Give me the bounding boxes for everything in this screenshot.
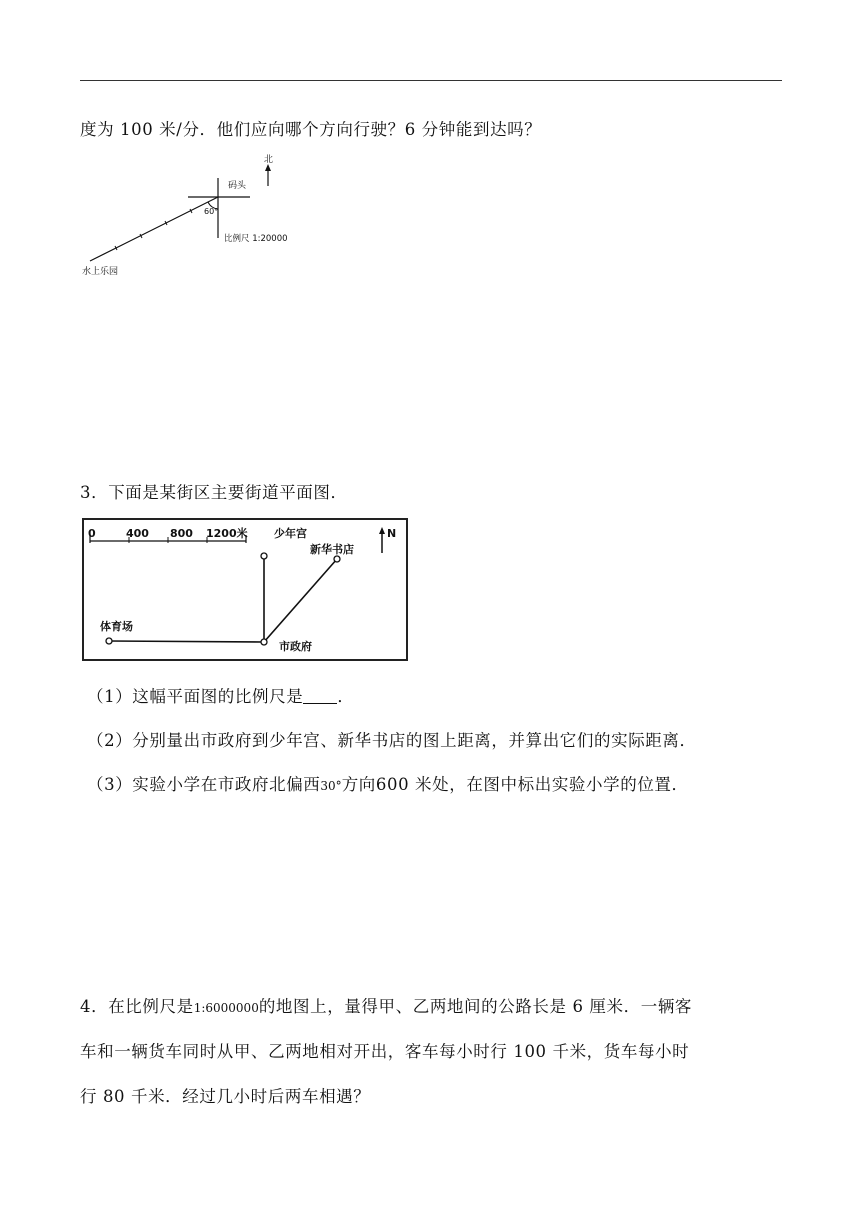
- bookstore-point: [334, 556, 340, 562]
- q3-title: 3．下面是某街区主要街道平面图．: [80, 483, 348, 502]
- q2-text: 度为 100 米/分．他们应向哪个方向行驶？6 分钟能到达吗？: [80, 120, 542, 139]
- bookstore-label: 新华书店: [310, 543, 354, 556]
- street-stadium-cityhall: [109, 641, 264, 642]
- answer-blank[interactable]: [303, 689, 337, 704]
- palace-point: [261, 553, 267, 559]
- header-rule: [80, 80, 782, 81]
- youth-palace-label: 少年宫: [274, 527, 307, 540]
- scale-tick-1200: 1200米: [206, 527, 248, 540]
- north-label: N: [387, 527, 397, 540]
- north-label: 北: [264, 155, 274, 165]
- route-line: [90, 197, 218, 261]
- q3-sub2: （2）分别量出市政府到少年宫、新华书店的图上距离，并算出它们的实际距离．: [87, 731, 697, 750]
- q4-line2: 车和一辆货车同时从甲、乙两地相对开出，客车每小时行 100 千米，货车每小时: [80, 1042, 690, 1061]
- stadium-label: 体育场: [100, 620, 133, 633]
- q4-line3: 行 80 千米．经过几小时后两车相遇？: [80, 1087, 371, 1106]
- scale-tick-0: 0: [88, 527, 96, 540]
- scale-tick-400: 400: [126, 527, 149, 540]
- dock-label: 码头: [228, 181, 247, 191]
- park-label: 水上乐园: [82, 267, 119, 277]
- q3-street-map: [80, 515, 410, 663]
- q2-figure: [78, 150, 318, 285]
- cityhall-label: 市政府: [279, 640, 312, 653]
- q3-sub1: （1）这幅平面图的比例尺是 ．: [87, 687, 355, 706]
- q4-line1: 4．在比例尺是1:6000000的地图上，量得甲、乙两地间的公路长是 6 厘米．一辆客: [80, 997, 693, 1016]
- map-frame: [83, 519, 407, 660]
- angle-label: 60°: [204, 207, 219, 216]
- cityhall-point: [261, 639, 267, 645]
- scale-tick-800: 800: [170, 527, 193, 540]
- q3-sub3: （3）实验小学在市政府北偏西30°方向600 米处，在图中标出实验小学的位置．: [87, 775, 689, 794]
- scale-label: 比例尺 1:20000: [224, 234, 288, 244]
- stadium-point: [106, 638, 112, 644]
